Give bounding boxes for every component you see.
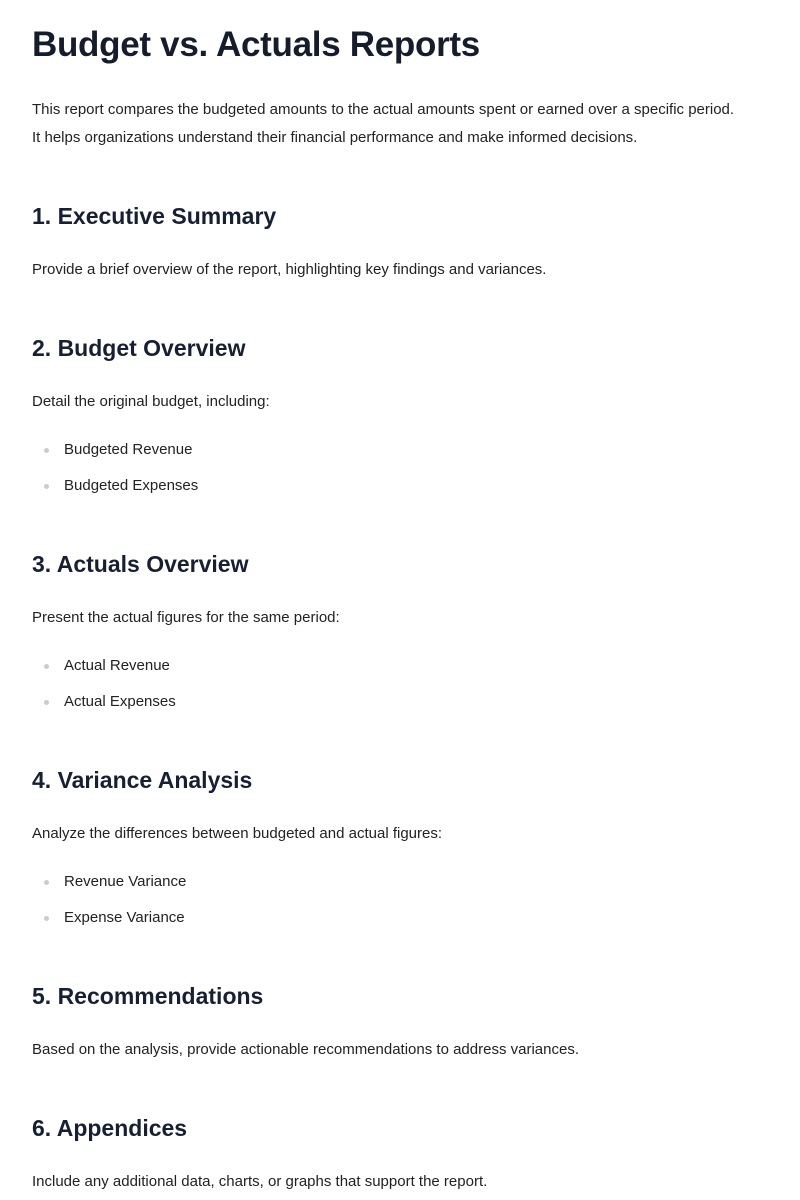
section-text-variance-analysis: Analyze the differences between budgeted and actual figures: xyxy=(32,825,443,842)
section-title-variance-analysis: 4. Variance Analysis xyxy=(32,767,253,793)
section-title-recommendations: 5. Recommendations xyxy=(32,983,264,1009)
list-item-label: Expense Variance xyxy=(64,909,185,926)
section-text-executive-summary: Provide a brief overview of the report, highlighting key findings and variances. xyxy=(32,261,547,278)
list-item xyxy=(0,654,800,690)
list-item xyxy=(0,474,800,510)
list-item xyxy=(0,438,800,474)
variance-analysis-list xyxy=(0,870,800,942)
list-item xyxy=(0,690,800,726)
list-item-label: Actual Revenue xyxy=(64,657,170,674)
section-text-budget-overview: Detail the original budget, including: xyxy=(32,393,270,410)
bullet-icon xyxy=(44,880,49,885)
section-text-recommendations: Based on the analysis, provide actionable recommendations to address variances. xyxy=(32,1041,579,1058)
list-item-label: Actual Expenses xyxy=(64,693,176,710)
intro-paragraph xyxy=(32,96,777,152)
section-title-budget-overview: 2. Budget Overview xyxy=(32,335,246,361)
intro-line: This report compares the budgeted amounts to the actual amounts spent or earned over a specific period. xyxy=(32,101,735,118)
section-title-executive-summary: 1. Executive Summary xyxy=(32,203,277,229)
list-item-label: Revenue Variance xyxy=(64,873,187,890)
bullet-icon xyxy=(44,484,49,489)
list-item xyxy=(0,906,800,942)
budget-overview-list xyxy=(0,438,800,510)
list-item-label: Budgeted Expenses xyxy=(64,477,199,494)
bullet-icon xyxy=(44,664,49,669)
section-text-appendices: Include any additional data, charts, or graphs that support the report. xyxy=(32,1173,488,1190)
bullet-icon xyxy=(44,448,49,453)
intro-line: It helps organizations understand their financial performance and make informed decisions. xyxy=(32,129,638,146)
page-title: Budget vs. Actuals Reports xyxy=(32,25,480,64)
section-text-actuals-overview: Present the actual figures for the same period: xyxy=(32,609,340,626)
actuals-overview-list xyxy=(0,654,800,726)
list-item-label: Budgeted Revenue xyxy=(64,441,193,458)
section-title-actuals-overview: 3. Actuals Overview xyxy=(32,551,249,577)
list-item xyxy=(0,870,800,906)
bullet-icon xyxy=(44,916,49,921)
bullet-icon xyxy=(44,700,49,705)
section-title-appendices: 6. Appendices xyxy=(32,1115,188,1141)
